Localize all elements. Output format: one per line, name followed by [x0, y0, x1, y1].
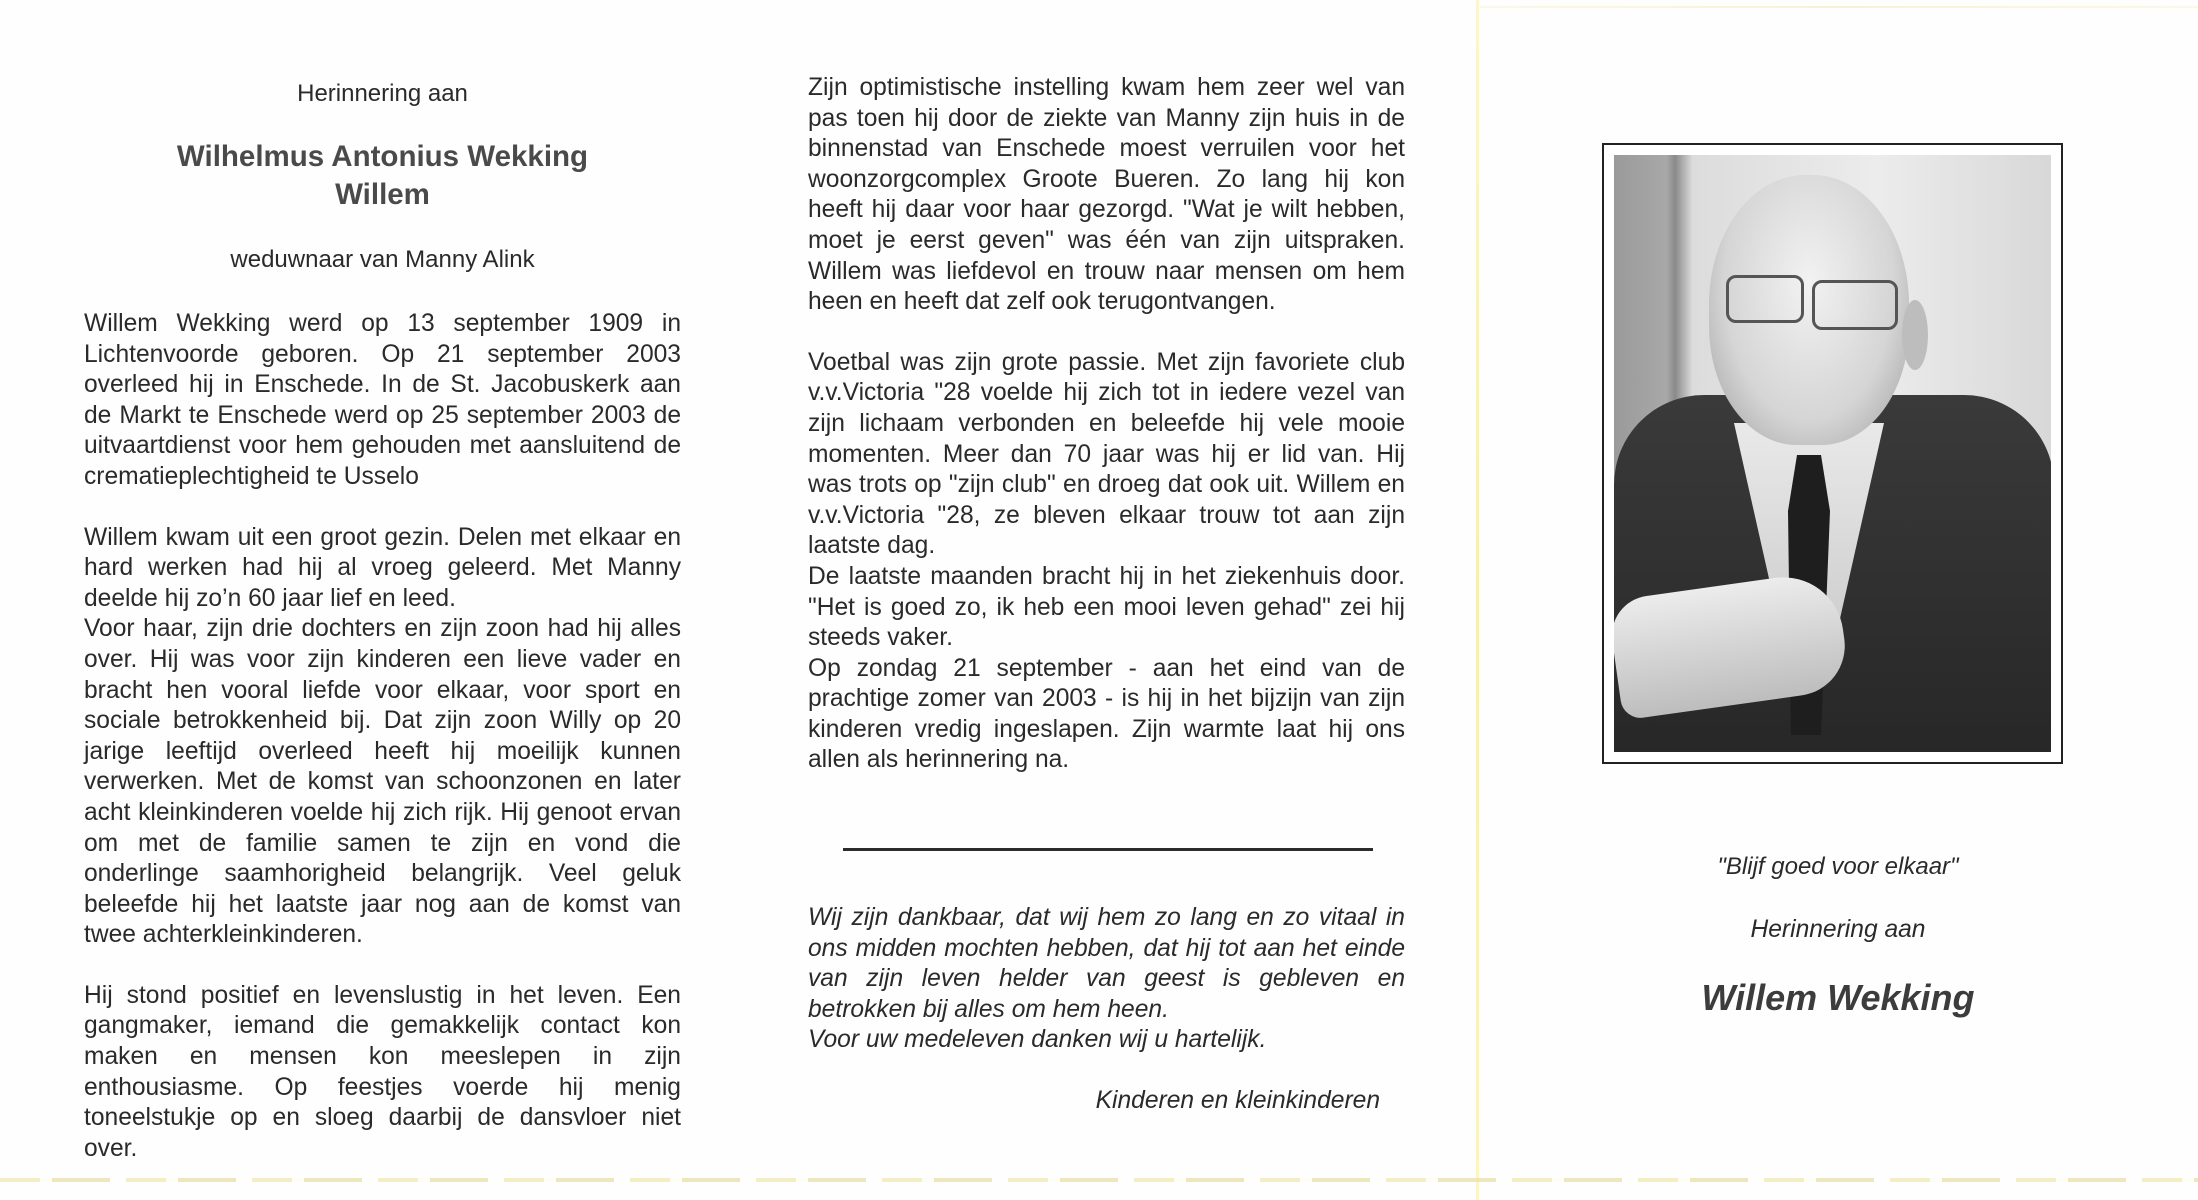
paragraph-character: Hij stond positief en levenslustig in het leven. Een gangmaker, iemand die gemakkelijk contact kon maken en mensen kon meeslepen in zijn enthousiasme. Op feestjes voerde hij menig toneelstukje op en sloeg daarbij de dansvloer niet over.: [84, 981, 681, 1162]
portrait-frame: [1602, 143, 2063, 764]
photo-glasses-left: [1726, 275, 1804, 323]
photo-ear: [1902, 300, 1928, 370]
card-bottom-edge: [0, 1178, 2198, 1182]
biography-column-middle: [808, 73, 1405, 776]
intro-label: Herinnering aan: [297, 80, 468, 107]
paragraph-hospital: De laatste maanden bracht hij in het ziekenhuis door. "Het is goed zo, ik heb een mooi leven gehad" zei hij steeds vaker.: [808, 562, 1405, 652]
signature: Kinderen en kleinkinderen: [1095, 1087, 1380, 1114]
biography-column-left: [84, 309, 681, 1164]
paragraph-life-dates: Willem Wekking werd op 13 september 1909 in Lichtenvoorde geboren. Op 21 september 2003 overleed hij in Enschede. In de St. Jacobuskerk aan de Markt te Enschede werd op 25 september 2003 de uitvaartdienst voor hem gehouden met aansluitend de crematieplechtigheid te Usselo: [84, 310, 681, 490]
thanks-closing: Voor uw medeleven danken wij u hartelijk.: [808, 1026, 1267, 1054]
separator-line: [843, 848, 1373, 851]
paragraph-family: Willem kwam uit een groot gezin. Delen met elkaar en hard werken had hij al vroeg geleerd. Met Manny deelde hij zo’n 60 jaar lief en leed.: [84, 523, 681, 612]
cover-name: Willem Wekking: [1701, 977, 1975, 1018]
cover-intro-label: Herinnering aan: [1750, 916, 1926, 943]
widower-line: weduwnaar van Manny Alink: [230, 246, 535, 273]
fold-line: [1476, 0, 1479, 1200]
card-top-edge: [1478, 6, 2198, 8]
deceased-name: [84, 138, 681, 214]
full-name: Wilhelmus Antonius Wekking: [176, 140, 589, 173]
photo-glasses-right: [1812, 280, 1898, 330]
paragraph-optimism: Zijn optimistische instelling kwam hem zeer wel van pas toen hij door de ziekte van Manny zijn huis in de binnenstad van Enschede moest verruilen voor het woonzorgcomplex Groote Bueren. Zo lang hij kon heeft hij daar voor haar gezorgd. "Wat je wilt hebben, moet je eerst geven" was één van zijn uitspraken. Willem was liefdevol en trouw naar mensen om hem heen en heeft dat zelf ook terugontvangen.: [808, 74, 1405, 316]
quote: "Blijf goed voor elkaar": [1717, 853, 1959, 880]
thanks-note: [808, 903, 1405, 1056]
call-name: Willem: [335, 178, 430, 211]
paragraph-football: Voetbal was zijn grote passie. Met zijn favoriete club v.v.Victoria "28 voelde hij zich tot in iedere vezel van zijn lichaam verbonden en beleefde hij vele mooie momenten. Meer dan 70 jaar was hij er lid van. Hij was trots op "zijn club" en droeg dat ook uit. Willem en v.v.Victoria "28, ze bleven elkaar trouw tot aan zijn laatste dag.: [808, 348, 1405, 560]
thanks-paragraph: Wij zijn dankbaar, dat wij hem zo lang en zo vitaal in ons midden mochten hebben, dat hij tot aan het einde van zijn leven helder van geest is gebleven en betrokken bij alles om hem heen.: [808, 904, 1405, 1023]
portrait-photo: [1614, 155, 2051, 752]
paragraph-passing: Op zondag 21 september - aan het eind van de prachtige zomer van 2003 - is hij in het bijzijn van zijn kinderen vredig ingeslapen. Zijn warmte laat hij ons allen als herinnering na.: [808, 654, 1405, 774]
paragraph-children: Voor haar, zijn drie dochters en zijn zoon had hij alles over. Hij was voor zijn kinderen een lieve vader en bracht hen vooral liefde voor elkaar, voor sport en sociale betrokkenheid bij. Dat zijn zoon Willy op 20 jarige leeftijd overleed heeft hij moeilijk kunnen verwerken. Met de komst van schoonzonen en later acht kleinkinderen voelde hij zich rijk. Hij genoot ervan om met de familie samen te zijn en vond die onderlinge saamhorigheid belangrijk. Veel geluk beleefde hij het laatste jaar nog aan de komst van twee achterkleinkinderen.: [84, 615, 681, 949]
